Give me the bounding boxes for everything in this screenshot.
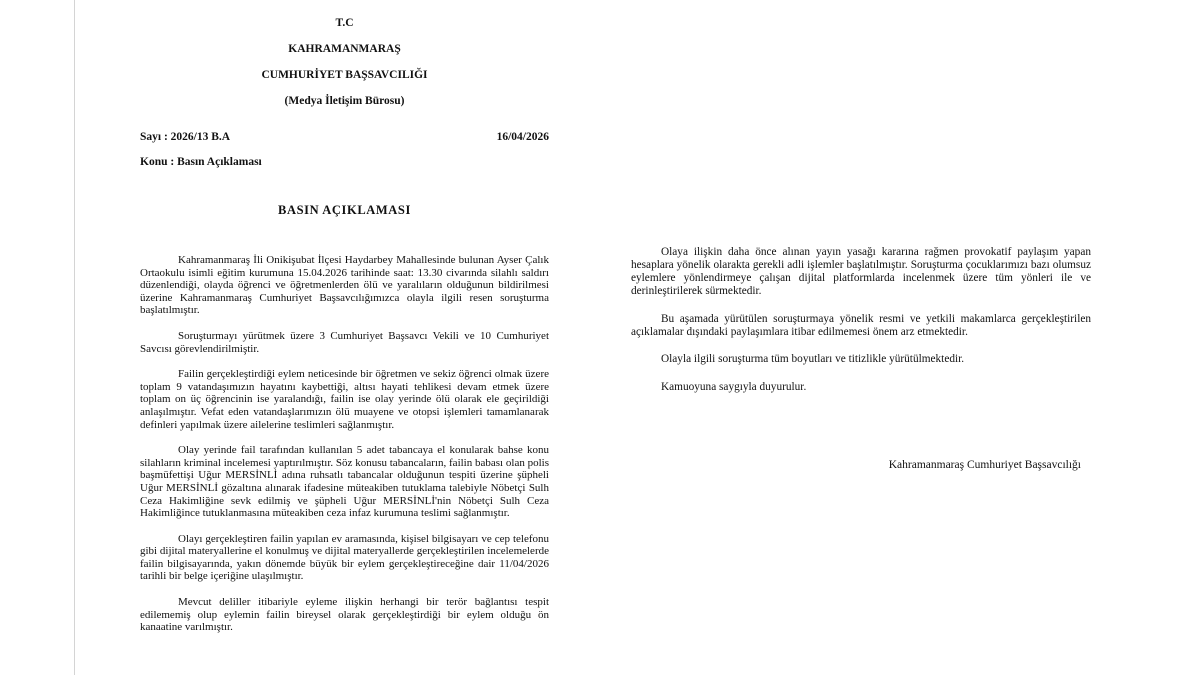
paragraph: Olay yerinde fail tarafından kullanılan 5 adet tabancaya el konularak bahse konu silahların kriminal incelemesi yaptırılmıştır. Söz konusu tabancaların, failin babası olan polis başmüfettişi Uğur MERSİNLİ adına ruhsatlı tabancalar olduğunun tespiti üzerine şüpheli Uğur MERSİNLİ gözaltına alınarak ifadesine müteakiben tutuklama talebiyle Nöbetçi Sulh Ceza Hakimliğine sevk edilmiş ve şüpheli Uğur MERSİNLİ'nin Nöbetçi Sulh Ceza Hakimliğince tutuklanmasına müteakiben ceza infaz kurumuna teslimi sağlanmıştır. (140, 444, 549, 520)
letterhead-office: CUMHURİYET BAŞSAVCILIĞI (261, 69, 428, 81)
document-subject: Konu : Basın Açıklaması (140, 156, 262, 168)
page-edge-line (74, 0, 75, 675)
paragraph: Kahramanmaraş İli Onikişubat İlçesi Haydarbey Mahallesinde bulunan Ayser Çalık Ortaokulu isimli eğitim kurumuna 15.04.2026 tarihinde saat: 13.30 civarında silahlı saldırı düzenlendiği, olayda öğrenci ve öğretmenlerden ölü ve yaralıların olduğunun bildirilmesi üzerine Kahramanmaraş Cumhuriyet Başsavcılığımızca olayla ilgili resen soruşturma başlatılmıştır. (140, 254, 549, 317)
left-column-paragraphs (140, 254, 549, 634)
paragraph: Bu aşamada yürütülen soruşturmaya yönelik resmi ve yetkili makamlarca gerçekleştirilen açıklamalar dışındaki paylaşımlara itibar edilmemesi önem arz etmektedir. (631, 312, 1091, 338)
paragraph: Soruşturmayı yürütmek üzere 3 Cumhuriyet Başsavcı Vekili ve 10 Cumhuriyet Savcısı görevlendirilmiştir. (140, 329, 549, 355)
paragraph: Olaya ilişkin daha önce alınan yayın yasağı kararına rağmen provokatif paylaşım yapan hesaplara yönelik olarakta gerekli adli işlemler başlatılmıştır. Soruşturma çocuklarımızı bazı olumsuz eylemlere yönlendirmeye çalışan dijital platformlarda incelenmek üzere tüm yönleri ile ve derinleştirilerek sürmektedir. (631, 246, 1091, 297)
letterhead-bureau: (Medya İletişim Bürosu) (284, 95, 405, 107)
letterhead-city: KAHRAMANMARAŞ (288, 43, 401, 55)
meta-block (140, 131, 549, 168)
meta-row-number (140, 131, 549, 143)
signature-line: Kahramanmaraş Cumhuriyet Başsavcılığı (888, 459, 1081, 471)
document-title: BASIN AÇIKLAMASI (278, 203, 411, 217)
letterhead (140, 17, 549, 107)
document-date: 16/04/2026 (496, 131, 549, 143)
letterhead-republic: T.C (335, 17, 354, 29)
document-number: Sayı : 2026/13 B.A (140, 131, 231, 143)
left-column (140, 17, 549, 647)
paragraph: Mevcut deliller itibariyle eyleme ilişkin herhangi bir terör bağlantısı tespit edilememiş olup eylemin failin bireysel olarak gerçekleştirdiği bir eylem olduğu ön kanaatine varılmıştır. (140, 596, 549, 634)
right-column (631, 246, 1091, 409)
paragraph: Olayla ilgili soruşturma tüm boyutları ve titizlikle yürütülmektedir. (661, 353, 965, 366)
paragraph: Olayı gerçekleştiren failin yapılan ev aramasında, kişisel bilgisayarı ve cep telefonu gibi dijital materyallerine el konulmuş ve dijital materyallerde gerçekleştirilen incelemelerde failin bilgisayarında, yakın dönemde büyük bir eylem gerçekleştireceğine dair 11/04/2026 tarihli bir belge içeriğine ulaşılmıştır. (140, 532, 549, 583)
paragraph: Kamuoyuna saygıyla duyurulur. (661, 381, 807, 394)
paragraph: Failin gerçekleştirdiği eylem neticesinde bir öğretmen ve sekiz öğrenci olmak üzere toplam 9 vatandaşımızın hayatını kaybettiği, altısı hayati tehlikesi devam etmek üzere toplam on üç öğrencinin ise yaralandığı, failin ise olay yerinde ölü olarak ele geçirildiği anlaşılmıştır. Vefat eden vatandaşlarımızın ölü muayene ve otopsi işlemleri tamamlanarak definleri yapılmak üzere ailelerine teslimleri sağlanmıştır. (140, 368, 549, 431)
